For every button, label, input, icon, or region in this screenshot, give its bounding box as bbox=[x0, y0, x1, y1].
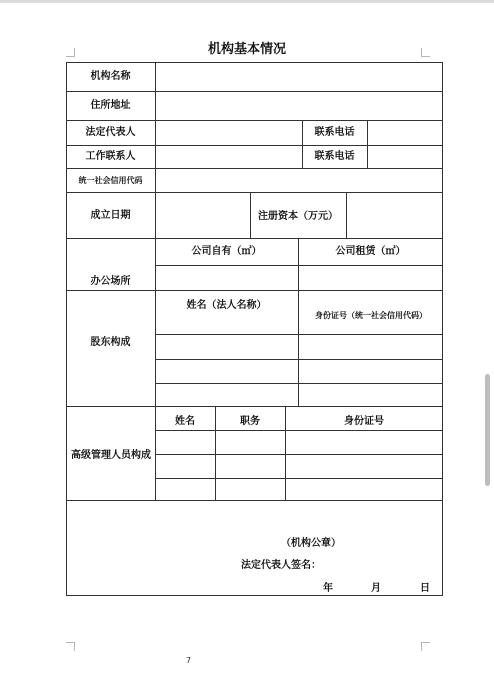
top-toolbar-edge bbox=[0, 0, 494, 3]
registered-capital-label: 注册资本（万元） bbox=[258, 210, 338, 222]
date-day: 日 bbox=[420, 582, 430, 594]
org-name-field[interactable] bbox=[156, 63, 442, 91]
office-owned-field[interactable] bbox=[156, 266, 298, 290]
shareholder-row-line bbox=[155, 359, 443, 360]
col-divider bbox=[250, 192, 251, 238]
shareholder-row-line bbox=[155, 383, 443, 384]
mgmt-id-header: 身份证号 bbox=[344, 415, 384, 427]
signature-label: 法定代表人签名： bbox=[241, 559, 321, 571]
row-line bbox=[66, 500, 443, 501]
shareholder-name-header: 姓名（法人名称） bbox=[186, 299, 267, 311]
legal-rep-field[interactable] bbox=[156, 121, 302, 145]
phone-field-2[interactable] bbox=[368, 146, 442, 168]
registered-capital-field[interactable] bbox=[347, 193, 442, 238]
shareholder-id-header: 身份证号（统一社会信用代码） bbox=[315, 310, 427, 320]
phone-label-2: 联系电话 bbox=[314, 151, 355, 162]
founding-date-field[interactable] bbox=[156, 193, 250, 238]
row-line bbox=[66, 406, 443, 407]
form-border-right bbox=[442, 62, 443, 596]
shareholder-col-divider bbox=[298, 290, 299, 406]
org-info-form bbox=[66, 62, 443, 596]
shareholders-label: 股东构成 bbox=[90, 336, 131, 348]
date-year: 年 bbox=[323, 582, 333, 594]
scrollbar-thumb[interactable] bbox=[485, 374, 490, 486]
document-title: 机构基本情况 bbox=[207, 42, 286, 57]
shareholder-row-line bbox=[155, 334, 443, 335]
legal-rep-label: 法定代表人 bbox=[85, 127, 136, 138]
office-label: 办公场所 bbox=[90, 275, 131, 287]
crop-mark-bottom-left bbox=[66, 642, 75, 651]
contact-person-field[interactable] bbox=[156, 146, 302, 168]
office-rented-field[interactable] bbox=[299, 266, 442, 290]
address-label: 住所地址 bbox=[90, 100, 131, 111]
crop-mark-bottom-right bbox=[421, 642, 430, 651]
phone-field-1[interactable] bbox=[368, 121, 442, 145]
office-rented-label: 公司租赁（㎡） bbox=[335, 246, 406, 257]
credit-code-field[interactable] bbox=[156, 169, 442, 192]
management-label: 高级管理人员构成 bbox=[71, 449, 151, 461]
mgmt-row-line bbox=[155, 430, 443, 431]
mgmt-row-line bbox=[155, 478, 443, 479]
phone-label-1: 联系电话 bbox=[314, 127, 355, 138]
org-name-label: 机构名称 bbox=[90, 71, 131, 82]
credit-code-label: 统一社会信用代码 bbox=[78, 175, 143, 185]
date-month: 月 bbox=[371, 582, 381, 594]
seal-label: （机构公章） bbox=[281, 537, 341, 549]
mgmt-position-header: 职务 bbox=[240, 415, 260, 427]
address-field[interactable] bbox=[156, 92, 442, 120]
mgmt-name-header: 姓名 bbox=[175, 415, 195, 427]
mgmt-row-line bbox=[155, 454, 443, 455]
form-border-bottom bbox=[66, 595, 443, 596]
contact-person-label: 工作联系人 bbox=[85, 151, 136, 162]
page-number: 7 bbox=[186, 656, 192, 665]
founding-date-label: 成立日期 bbox=[90, 209, 131, 221]
office-owned-label: 公司自有（㎡） bbox=[191, 246, 262, 257]
